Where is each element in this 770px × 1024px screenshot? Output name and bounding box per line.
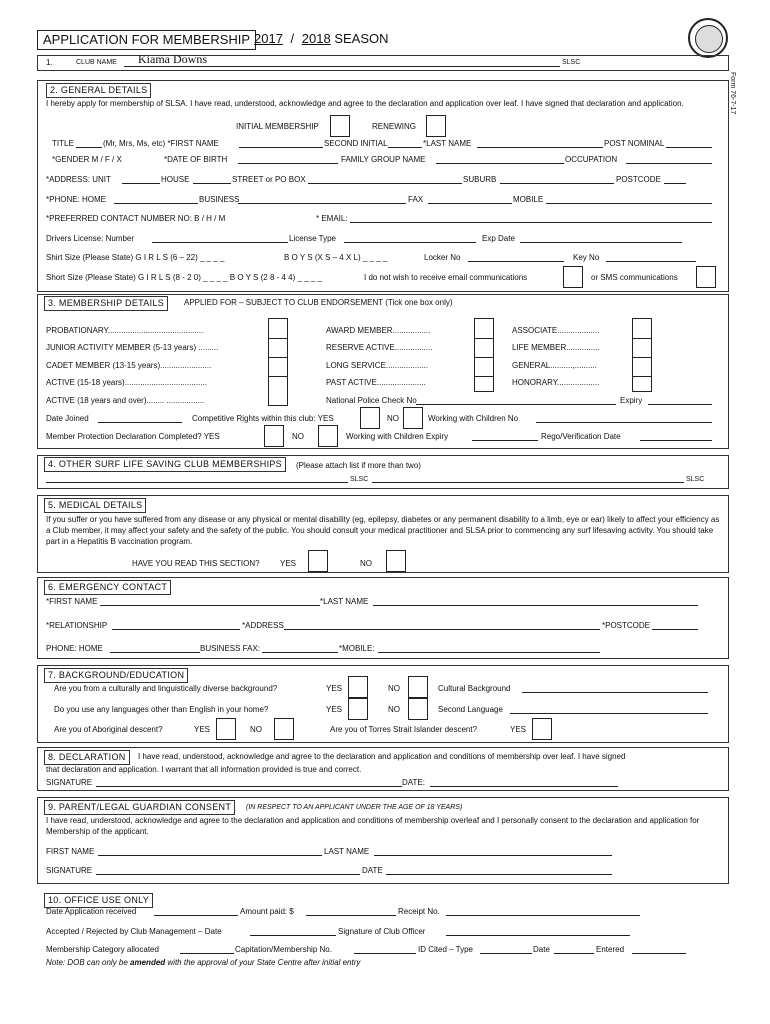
torres-strait-yes-checkbox[interactable] — [532, 718, 552, 740]
other-language-question: Do you use any languages other than English in your home? — [54, 705, 269, 714]
cald-no-label: NO — [388, 684, 400, 693]
declaration-signature-label: SIGNATURE — [46, 778, 93, 787]
mpd-no-checkbox[interactable] — [318, 425, 338, 447]
torres-strait-yes-label: YES — [510, 725, 527, 734]
first-name-input[interactable] — [239, 147, 323, 148]
renewing-label: RENEWING — [372, 122, 416, 131]
ec-phone-input[interactable] — [110, 652, 200, 653]
medical-body: If you suffer or you have suffered from any disease or any physical or mental disability (eg, epilepsy, diabetes or any permanent disability to a limb, eye or ear) likely to affect your efficiency as a Club member, it may affect your safety and the safety of the public. You should consult your medical practitioner and SLSA prior to commencing any surf lifesaving activity. You should take part in a Hepatitis B vaccination program. — [46, 515, 720, 546]
slsa-logo — [688, 18, 728, 58]
license-type-input[interactable] — [344, 242, 476, 243]
category-allocated-input[interactable] — [180, 953, 234, 954]
id-cited-label: ID Cited – Type — [418, 945, 473, 954]
gender-label[interactable]: *GENDER M / F / X — [52, 155, 122, 164]
second-language-label: Second Language — [438, 705, 503, 714]
club-name-input[interactable]: Kiama Downs — [138, 52, 207, 66]
aboriginal-yes-checkbox[interactable] — [216, 718, 236, 740]
police-expiry-label: Expiry — [620, 396, 643, 405]
title-input[interactable] — [76, 147, 102, 148]
guardian-date-input[interactable] — [386, 874, 612, 875]
other-memberships-note: (Please attach list if more than two) — [296, 461, 421, 470]
guardian-consent-heading: 9. PARENT/LEGAL GUARDIAN CONSENT — [44, 800, 235, 815]
id-date-input[interactable] — [554, 953, 594, 954]
applied-for-label: APPLIED FOR – SUBJECT TO CLUB ENDORSEMENT (Tick one box only) — [184, 298, 453, 307]
no-sms-label: or SMS communications — [591, 273, 678, 282]
house-label: HOUSE — [161, 175, 190, 184]
ec-address-label: *ADDRESS — [242, 621, 284, 630]
ec-first-name-input[interactable] — [100, 605, 320, 606]
ec-phone-label: PHONE: HOME — [46, 644, 103, 653]
ec-business-label: BUSINESS FAX: — [200, 644, 261, 653]
club-name-line — [124, 66, 560, 67]
ec-first-name-label: *FIRST NAME — [46, 597, 98, 606]
receipt-no-input[interactable] — [446, 915, 640, 916]
wwc-expiry-input[interactable] — [472, 440, 538, 441]
office-use-heading: 10. OFFICE USE ONLY — [44, 893, 153, 908]
postcode-label: POSTCODE — [616, 175, 661, 184]
police-check-label: National Police Check No — [326, 396, 417, 405]
business-label: BUSINESS — [199, 195, 240, 204]
date-received-label: Date Application received — [46, 907, 137, 916]
other-club-1-input[interactable] — [46, 482, 348, 483]
read-no-label: NO — [360, 559, 372, 568]
declaration-body-2: that declaration and application. I warrant that all information provided is true and correct. — [46, 765, 362, 774]
ec-postcode-input[interactable] — [652, 629, 698, 630]
key-label: Key No — [573, 253, 600, 262]
aboriginal-no-label: NO — [250, 725, 262, 734]
wwc-number-input[interactable] — [536, 422, 712, 423]
probationary-checkbox[interactable] — [268, 318, 288, 340]
officer-signature-label: Signature of Club Officer — [338, 927, 426, 936]
occupation-input[interactable] — [626, 163, 712, 164]
ec-last-name-input[interactable] — [373, 605, 698, 606]
guardian-signature-label: SIGNATURE — [46, 866, 93, 875]
email-label: * EMAIL: — [316, 214, 348, 223]
occupation-label: OCCUPATION — [565, 155, 618, 164]
other-club-2-input[interactable] — [372, 482, 684, 483]
entered-label: Entered — [596, 945, 625, 954]
initial-membership-checkbox[interactable] — [330, 115, 350, 137]
rego-date-input[interactable] — [640, 440, 712, 441]
ec-address-input[interactable] — [284, 629, 600, 630]
house-input[interactable] — [193, 183, 231, 184]
phone-home-label: *PHONE: HOME — [46, 195, 107, 204]
accepted-date-input[interactable] — [250, 935, 336, 936]
mpd-no-label: NO — [292, 432, 304, 441]
mobile-input[interactable] — [546, 203, 712, 204]
accepted-rejected-label: Accepted / Rejected by Club Management – Date — [46, 927, 222, 936]
preferred-contact-label[interactable]: *PREFERRED CONTACT NUMBER NO: B / H / M — [46, 214, 226, 223]
ec-relationship-input[interactable] — [112, 629, 240, 630]
id-date-label: Date — [533, 945, 550, 954]
date-received-input[interactable] — [154, 915, 238, 916]
drivers-license-input[interactable] — [152, 242, 288, 243]
dob-note: Note: DOB can only be amended with the approval of your State Centre after initial entry — [46, 958, 361, 967]
address-unit-label: *ADDRESS: UNIT — [46, 175, 111, 184]
key-input[interactable] — [606, 261, 696, 262]
guardian-note: (IN RESPECT TO AN APPLICANT UNDER THE AGE OF 18 YEARS) — [246, 804, 463, 811]
shirt-boys-label[interactable]: B O Y S (X S – 4 X L) _ _ _ _ — [284, 253, 388, 262]
postcode-input[interactable] — [664, 183, 686, 184]
locker-label: Locker No — [424, 253, 461, 262]
award-member-checkbox[interactable] — [474, 318, 494, 340]
short-size-label[interactable]: Short Size (Please State) G I R L S (8 - 2 0) _ _ _ _ B O Y S (2 8 - 4 4) _ _ _ _ — [46, 273, 322, 282]
street-label: STREET or PO BOX — [232, 175, 306, 184]
family-group-input[interactable] — [436, 163, 564, 164]
mobile-label: MOBILE — [513, 195, 544, 204]
last-name-label: *LAST NAME — [423, 139, 472, 148]
read-yes-label: YES — [280, 559, 297, 568]
section-number: 1. — [46, 58, 53, 67]
receipt-no-label: Receipt No. — [398, 907, 440, 916]
competitive-rights-no-checkbox[interactable] — [403, 407, 423, 429]
language-yes-label: YES — [326, 705, 343, 714]
other-club-1-suffix: SLSC — [350, 476, 369, 483]
second-initial-label: SECOND INITIAL — [324, 139, 388, 148]
post-nominal-input[interactable] — [666, 147, 712, 148]
second-language-input[interactable] — [510, 713, 708, 714]
guardian-last-name-input[interactable] — [374, 855, 612, 856]
email-input[interactable] — [350, 222, 712, 223]
guardian-date-label: DATE — [362, 866, 383, 875]
renewing-checkbox[interactable] — [426, 115, 446, 137]
season-year: 2017 / 2018 SEASON — [254, 31, 389, 46]
other-memberships-heading: 4. OTHER SURF LIFE SAVING CLUB MEMBERSHIPS — [44, 457, 286, 472]
license-type-label: License Type — [289, 234, 336, 243]
drivers-license-label: Drivers License: Number — [46, 234, 135, 243]
ec-mobile-label: *MOBILE: — [339, 644, 375, 653]
active-18-plus-label: ACTIVE (18 years and over)........ ................. — [46, 396, 205, 405]
associate-checkbox[interactable] — [632, 318, 652, 340]
declaration-body-1: I have read, understood, acknowledge and agree to the declaration and application and conditions of membership over leaf. I have signed — [138, 752, 626, 761]
honorary-label: HONORARY................... — [512, 378, 600, 387]
suburb-label: SUBURB — [463, 175, 497, 184]
aboriginal-no-checkbox[interactable] — [274, 718, 294, 740]
date-joined-input[interactable] — [98, 422, 182, 423]
cald-yes-checkbox[interactable] — [348, 676, 368, 698]
officer-signature-input[interactable] — [446, 935, 630, 936]
exp-date-label: Exp Date — [482, 234, 515, 243]
category-allocated-label: Membership Category allocated — [46, 945, 159, 954]
cald-question: Are you from a culturally and linguistically diverse background? — [54, 684, 278, 693]
locker-input[interactable] — [468, 261, 564, 262]
second-initial-input[interactable] — [388, 147, 422, 148]
life-member-label: LIFE MEMBER............... — [512, 343, 600, 352]
cald-yes-label: YES — [326, 684, 343, 693]
general-label: GENERAL..........,.......... — [512, 361, 597, 370]
guardian-first-name-input[interactable] — [98, 855, 322, 856]
amount-paid-input[interactable] — [306, 915, 396, 916]
mpd-yes-checkbox[interactable] — [264, 425, 284, 447]
guardian-body: I have read, understood, acknowledge and agree to the declaration and application and conditions of membership overleaf and I personally consent to the declaration and application for Membership of the applicant. — [46, 816, 700, 836]
read-section-label: HAVE YOU READ THIS SECTION? — [132, 559, 260, 568]
ec-last-name-label: *LAST NAME — [320, 597, 369, 606]
reserve-active-label: RESERVE ACTIVE................. — [326, 343, 433, 352]
initial-membership-label: INITIAL MEMBERSHIP — [236, 122, 319, 131]
capitation-label: Capitation/Membership No. — [235, 945, 332, 954]
language-yes-checkbox[interactable] — [348, 698, 368, 720]
section-membership-details — [37, 294, 729, 449]
police-check-input[interactable] — [416, 404, 616, 405]
ec-mobile-input[interactable] — [378, 652, 600, 653]
aboriginal-question: Are you of Aboriginal descent? — [54, 725, 163, 734]
entered-input[interactable] — [632, 953, 686, 954]
associate-label: ASSOCIATE................... — [512, 326, 600, 335]
street-input[interactable] — [308, 183, 462, 184]
title-label: TITLE — [52, 139, 74, 148]
cadet-label: CADET MEMBER (13-15 years)....................... — [46, 361, 212, 370]
probationary-label: PROBATIONARY........................................... — [46, 326, 204, 335]
guardian-last-name-label: LAST NAME — [324, 847, 370, 856]
declaration-date-label: DATE: — [402, 778, 425, 787]
language-no-label: NO — [388, 705, 400, 714]
no-email-label: I do not wish to receive email communications — [364, 273, 528, 282]
general-intro: I hereby apply for membership of SLSA. I have read, understood, acknowledge and agree to the declaration and application over leaf. I have signed that declaration and application. — [46, 99, 684, 108]
no-email-checkbox[interactable] — [563, 266, 583, 288]
wwc-expiry-label: Working with Children Expiry — [346, 432, 449, 441]
last-name-input[interactable] — [477, 147, 603, 148]
suburb-input[interactable] — [500, 183, 614, 184]
declaration-heading: 8. DECLARATION — [44, 750, 130, 765]
medical-details-heading: 5. MEDICAL DETAILS — [44, 498, 146, 513]
award-member-label: AWARD MEMBER................. — [326, 326, 431, 335]
fax-input[interactable] — [428, 203, 512, 204]
past-active-checkbox[interactable] — [474, 376, 494, 392]
general-details-heading: 2. GENERAL DETAILS — [46, 83, 151, 98]
cultural-background-label: Cultural Background — [438, 684, 511, 693]
business-input[interactable] — [238, 203, 406, 204]
post-nominal-label: POST NOMINAL — [604, 139, 665, 148]
membership-details-heading: 3. MEMBERSHIP DETAILS — [44, 296, 168, 311]
id-cited-input[interactable] — [480, 953, 532, 954]
form-number: Form 76-7-17 — [729, 72, 736, 115]
junior-activity-label: JUNIOR ACTIVITY MEMBER (5-13 years) ......... — [46, 343, 219, 352]
competitive-rights-yes-checkbox[interactable] — [360, 407, 380, 429]
first-name-label: (Mr, Mrs, Ms, etc) *FIRST NAME — [103, 139, 219, 148]
no-sms-checkbox[interactable] — [696, 266, 716, 288]
exp-date-input[interactable] — [520, 242, 682, 243]
unit-input[interactable] — [122, 183, 160, 184]
family-group-label: FAMILY GROUP NAME — [341, 155, 426, 164]
declaration-signature-input[interactable] — [96, 786, 402, 787]
competitive-rights-no-label: NO — [387, 414, 399, 423]
dob-label: *DATE OF BIRTH — [164, 155, 228, 164]
background-heading: 7. BACKGROUND/EDUCATION — [44, 668, 188, 683]
read-yes-checkbox[interactable] — [308, 550, 328, 572]
active-15-18-label: ACTIVE (15-18 years)..................................... — [46, 378, 207, 387]
aboriginal-yes-label: YES — [194, 725, 211, 734]
date-joined-label: Date Joined — [46, 414, 89, 423]
fax-label: FAX — [408, 195, 424, 204]
slsc-suffix: SLSC — [562, 59, 581, 66]
cald-no-checkbox[interactable] — [408, 676, 428, 698]
long-service-label: LONG SERVICE................... — [326, 361, 429, 370]
ec-relationship-label: *RELATIONSHIP — [46, 621, 108, 630]
declaration-date-input[interactable] — [430, 786, 618, 787]
cultural-background-input[interactable] — [522, 692, 708, 693]
phone-home-input[interactable] — [114, 203, 198, 204]
shirt-girls-label[interactable]: Shirt Size (Please State) G I R L S (6 – 22) _ _ _ _ — [46, 253, 225, 262]
guardian-signature-input[interactable] — [96, 874, 360, 875]
ec-business-input[interactable] — [262, 652, 338, 653]
police-expiry-input[interactable] — [648, 404, 712, 405]
other-club-2-suffix: SLSC — [686, 476, 705, 483]
club-name-label: CLUB NAME — [76, 59, 117, 66]
emergency-contact-heading: 6. EMERGENCY CONTACT — [44, 580, 171, 595]
wwc-number-label: Working with Children No — [428, 414, 519, 423]
dob-input[interactable] — [238, 163, 338, 164]
ec-postcode-label: *POSTCODE — [602, 621, 651, 630]
rego-date-label: Rego/Verification Date — [541, 432, 621, 441]
torres-strait-question: Are you of Torres Strait Islander descent? — [330, 725, 478, 734]
amount-paid-label: Amount paid: $ — [240, 907, 294, 916]
honorary-checkbox[interactable] — [632, 376, 652, 392]
competitive-rights-label: Competitive Rights within this club: YES — [192, 414, 334, 423]
active-18-plus-checkbox[interactable] — [268, 395, 288, 406]
capitation-input[interactable] — [354, 953, 416, 954]
past-active-label: PAST ACTIVE...................... — [326, 378, 426, 387]
form-title: APPLICATION FOR MEMBERSHIP — [37, 30, 256, 50]
guardian-first-name-label: FIRST NAME — [46, 847, 95, 856]
mpd-label: Member Protection Declaration Completed? YES — [46, 432, 220, 441]
language-no-checkbox[interactable] — [408, 698, 428, 720]
read-no-checkbox[interactable] — [386, 550, 406, 572]
